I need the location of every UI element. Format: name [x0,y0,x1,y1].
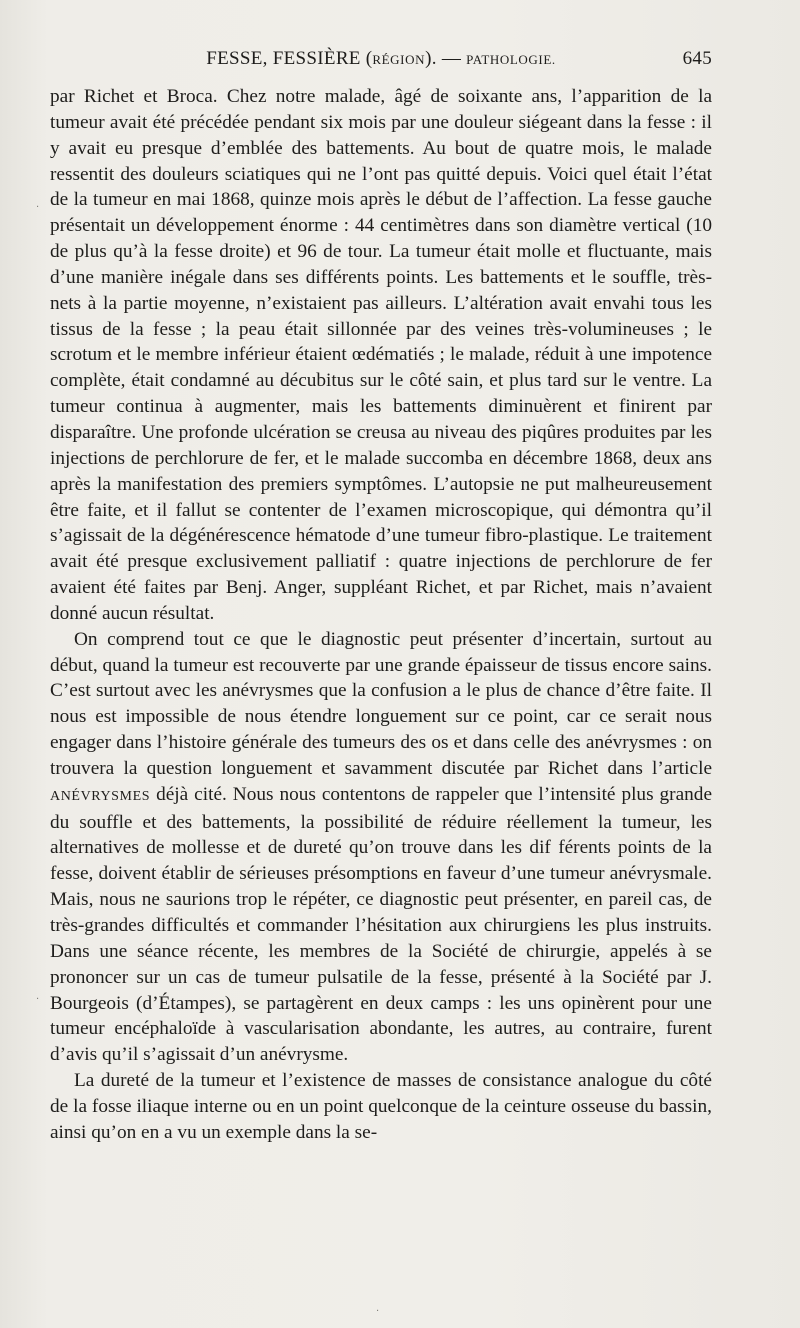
title-mid: ). — [425,48,467,69]
page-number: 645 [682,48,712,69]
margin-speck: · [36,202,40,213]
bottom-speck: · [376,1306,380,1317]
article-reference: ANÉVRYSMES [50,788,151,804]
title-prefix: FESSE, FESSIÈRE ( [206,48,373,69]
title-region: RÉGION [372,52,426,67]
paragraph-2-start: On comprend tout ce que le diagnostic peut présenter d’incertain, surtout au début, quand la tumeur est recouverte par une grande épaisseur de tissus encore sains. C’est surtout avec les anévrysmes que la confusion a le plus de chance d’être faite. Il nous est impossible de nous étendre longuement sur ce point, car ce serait nous engager dans l’histoire générale des tumeurs des os et dans celle des anévrysmes : on trouvera la question longuement et savamment discutée par Richet dans l’article [50,628,712,779]
body-text [50,84,712,1146]
paragraph-2 [50,627,712,1068]
paragraph-3: La dureté de la tumeur et l’existence de masses de consistance analogue du côté de la fosse iliaque interne ou en un point quelconque de la ceinture osseuse du bassin, ainsi qu’on en a vu un exemple dans la se- [50,1070,712,1143]
paragraph-1: par Richet et Broca. Chez notre malade, âgé de soixante ans, l’apparition de la tumeur avait été précédée pendant six mois par une douleur siégeant dans la fesse : il y avait eu presque d’emblée des battements. Au bout de quatre mois, le malade ressentit des douleurs sciatiques qui ne l’ont pas quitté depuis. Voici quel était l’état de la tumeur en mai 1868, quinze mois après le début de l’affection. La fesse gauche présentait un développement énorme : 44 centimètres dans son diamètre vertical (10 de plus qu’à la fesse droite) et 96 de tour. La tumeur était molle et fluctuante, mais d’une manière inégale dans ses différents points. Les battements et le souffle, très-nets à la partie moyenne, n’existaient pas ailleurs. L’altération avait envahi tous les tissus de la fesse ; la peau était sillonnée par des veines très-volumineuses ; le scrotum et le membre inférieur étaient œdématiés ; le malade, réduit à une impotence complète, était condamné au décubitus sur le côté sain, et plus tard sur le ventre. La tumeur continua à augmenter, mais les battements diminuèrent et finirent par disparaître. Une profonde ulcération se creusa au niveau des piqûres produites par les injections de perchlorure de fer, et le malade succomba en décembre 1868, deux ans après la manifestation des premiers symptômes. L’autopsie ne put malheureusement être faite, et il fallut se contenter de l’examen microscopique, qui démontra qu’il s’agissait de la dégénérescence hématode d’une tumeur fibro-plastique. Le traitement avait été presque exclusivement palliatif : quatre injections de perchlorure de fer avaient été faites par Benj. Anger, suppléant Richet, et par Richet, mais n’avaient donné aucun résultat. [50,86,712,624]
running-header [50,48,712,78]
margin-speck: · [36,994,40,1005]
title-section: PATHOLOGIE. [466,52,556,67]
paragraph-2-end: déjà cité. Nous nous contentons de rappeler que l’intensité plus grande du souffle et des battements, la possibilité de réduire réellement la tumeur, les alternatives de mollesse et de dureté qu’on trouve dans les dif férents points de la fesse, doivent établir de sérieuses présomptions en faveur d’une tumeur anévrysmale. Mais, nous ne saurions trop le répéter, ce diagnostic peut présenter, en pareil cas, de très-grandes difficultés et commander l’hésitation aux chirurgiens les plus instruits. Dans une séance récente, les membres de la Société de chirurgie, appelés à se prononcer sur un cas de tumeur pulsatile de la fesse, présenté à la Société par J. Bourgeois (d’Étampes), se partagèrent en deux camps : les uns opinèrent pour une tumeur encéphaloïde à vascularisation abondante, les autres, au contraire, furent d’avis qu’il s’agissait d’un anévrysme. [50,783,712,1066]
running-title [50,48,712,70]
